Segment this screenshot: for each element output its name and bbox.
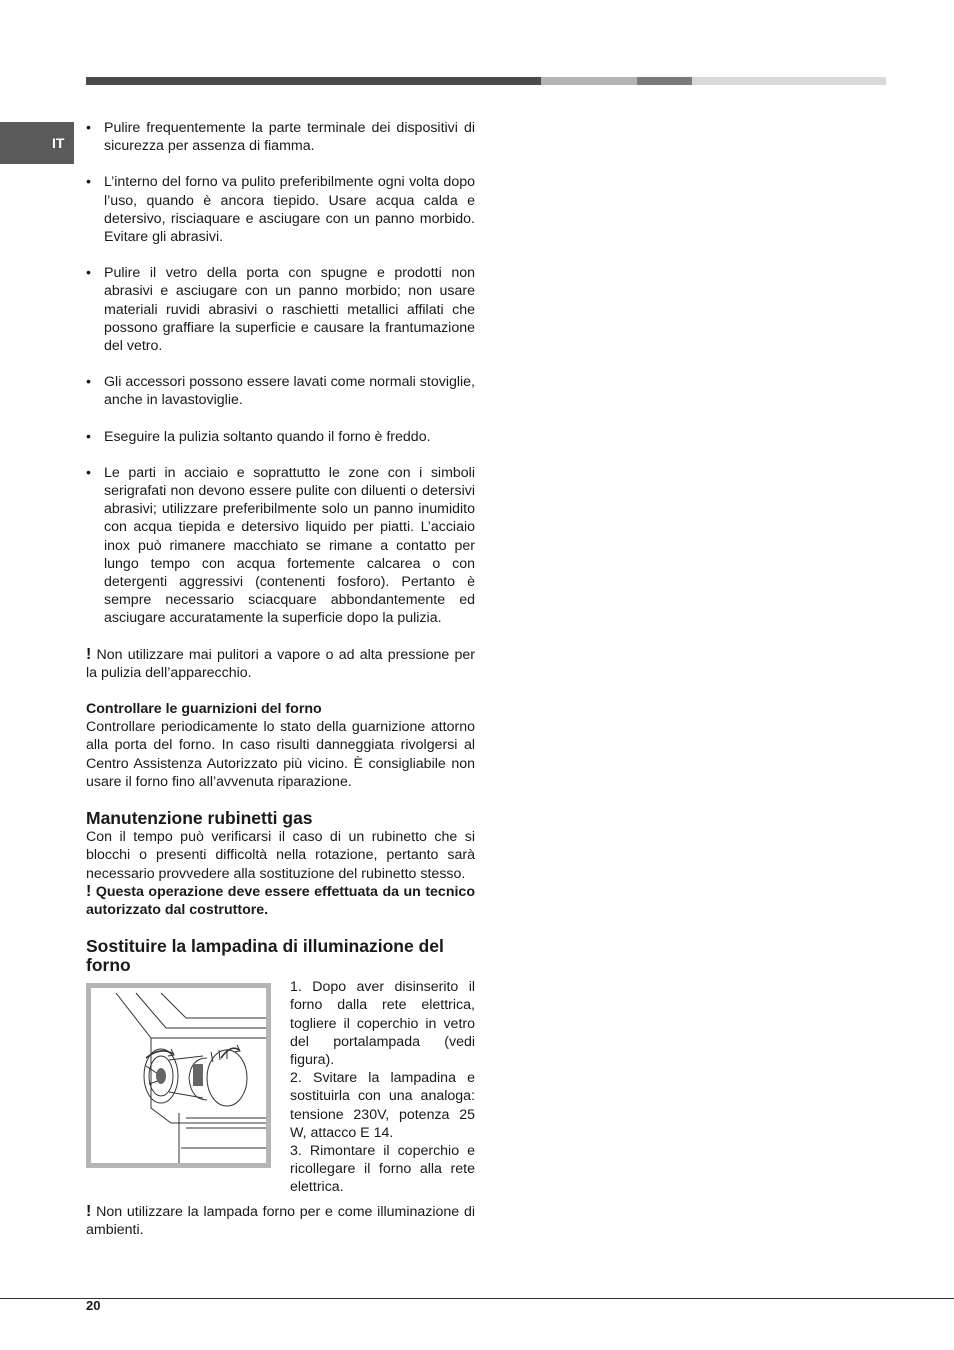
steam-warning-text: Non utilizzare mai pulitori a vapore o ad alta pressione per la pulizia dell’apparecchio. <box>86 646 475 681</box>
list-item: • Pulire frequentemente la parte terminale dei dispositivi di sicurezza per assenza di fiamma. <box>86 119 475 155</box>
list-item: • Pulire il vetro della porta con spugne e prodotti non abrasivi e asciugare con un panno morbido; non usare materiali ruvidi abrasivi o raschietti metallici affilati che possono graffiare la superficie e causare la frantumazione del vetro. <box>86 264 475 355</box>
lamp-warning-text: Non utilizzare la lampada forno per e come illuminazione di ambienti. <box>86 1204 475 1239</box>
gas-taps-text: Con il tempo può verificarsi il caso di un rubinetto che si blocchi o presenti difficoltà nella rotazione, pertanto sarà necessario provvedere alla sostituzione del rubinetto stesso. <box>86 829 475 882</box>
language-tab: IT <box>0 122 74 164</box>
gas-taps-note-text: Questa operazione deve essere effettuata da un tecnico autorizzato dal costruttore. <box>86 883 475 918</box>
lamp-figure <box>86 983 271 1168</box>
steam-warning <box>86 646 475 682</box>
gasket-title: Controllare le guarnizioni del forno <box>86 701 322 718</box>
header-bar-segment-dark <box>86 77 541 85</box>
gas-taps-note <box>86 883 475 919</box>
list-item: • Eseguire la pulizia soltanto quando il forno è freddo. <box>86 428 475 446</box>
lamp-step: 2. Svitare la lampadina e sostituirla con una analoga: tensione 230V, potenza 25 W, attacco E 14. <box>290 1070 475 1141</box>
lamp-title: Sostituire la lampadina di illuminazione del forno <box>86 936 444 976</box>
lamp-step: 3. Rimontare il coperchio e ricollegare il forno alla rete elettrica. <box>290 1142 475 1196</box>
header-bar-segment-light <box>541 77 637 85</box>
exclamation-icon: ! <box>86 1203 92 1221</box>
oven-lamp-illustration <box>91 988 266 1163</box>
cleaning-bullet-list <box>86 119 475 628</box>
list-item: • Le parti in acciaio e soprattutto le zone con i simboli serigrafati non devono essere pulite con diluenti o detersivi abrasivi; utilizzare preferibilmente solo un panno inumidito con acqua tiepida e detersivo liquido per piatti. L’acciaio inox può rimanere macchiato se rimane a contatto per lungo tempo con acqua fortemente calcarea o con detergenti aggressivi (contenenti fosforo). Pertanto è sempre necessario sciacquare abbondantemente ed asciugare accuratamente la superficie dopo la pulizia. <box>86 464 475 628</box>
lamp-step: 1. Dopo aver disinserito il forno dalla rete elettrica, togliere il coperchio in vetro del portalampada (vedi figura). <box>290 979 475 1068</box>
gasket-text: Controllare periodicamente lo stato della guarnizione attorno alla porta del forno. In caso risulti danneggiata rivolgersi al Centro Assistenza Autorizzato più vicino. È consigliabile non usare il forno fino all’avvenuta riparazione. <box>86 719 475 790</box>
main-column <box>86 119 475 1258</box>
exclamation-icon: ! <box>86 645 92 663</box>
footer-rule <box>0 1298 954 1299</box>
lamp-section <box>86 979 475 1203</box>
page-number: 20 <box>86 1298 101 1313</box>
lamp-warning <box>86 1203 475 1239</box>
header-bar-segment-mid <box>637 77 692 85</box>
header-bar <box>86 77 886 85</box>
exclamation-icon: ! <box>86 882 92 900</box>
list-item: • L’interno del forno va pulito preferibilmente ogni volta dopo l’uso, quando è ancora tiepido. Usare acqua calda e detersivo, risciaquare e asciugare con un panno morbido. Evitare gli abrasivi. <box>86 173 475 246</box>
header-bar-segment-pale <box>692 77 886 85</box>
list-item: • Gli accessori possono essere lavati come normali stoviglie, anche in lavastoviglie. <box>86 373 475 409</box>
gas-taps-title: Manutenzione rubinetti gas <box>86 808 313 829</box>
lamp-steps <box>290 978 475 1196</box>
